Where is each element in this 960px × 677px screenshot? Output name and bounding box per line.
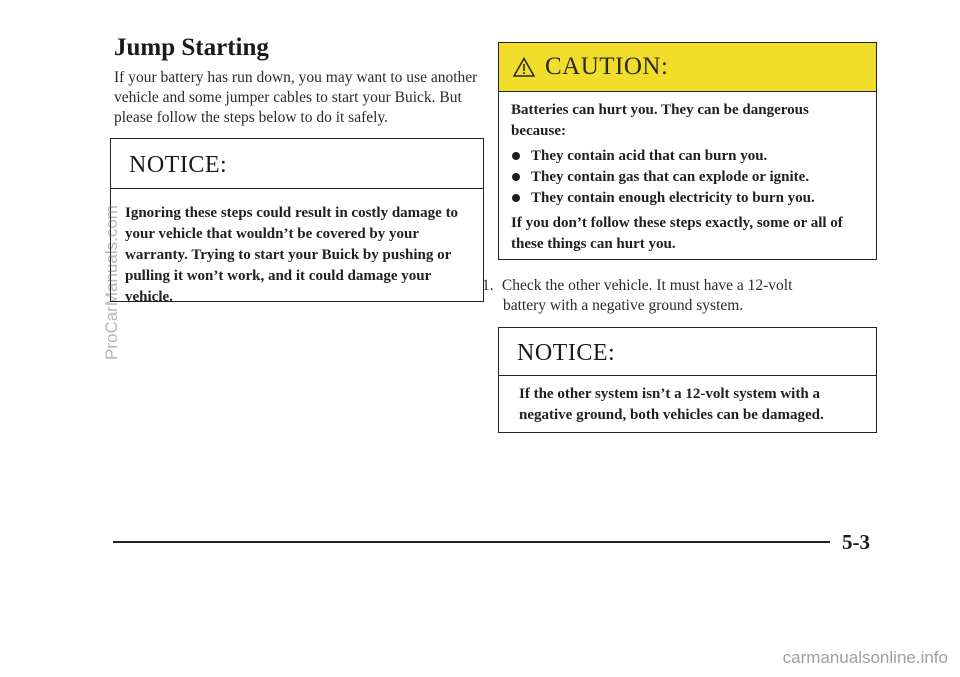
caution-header (499, 43, 876, 92)
notice-heading: NOTICE: (499, 328, 876, 376)
step-1 (482, 276, 862, 316)
bullet-icon (512, 194, 520, 202)
step-number: 1. (482, 277, 494, 294)
watermark: ProCarManuals.com (102, 205, 121, 360)
caution-body (499, 92, 876, 255)
page-number: 5-3 (842, 530, 870, 554)
notice-body: Ignoring these steps could result in costly damage to your vehicle that wouldn’t be covered by your warranty. Trying to start your Buick by pushing or pulling it won’t work, and it could damage your vehicle. (125, 205, 459, 305)
bullet-icon (512, 152, 520, 160)
notice-box-ground (498, 327, 877, 433)
footer-divider (113, 541, 830, 543)
step-text-line-1: Check the other vehicle. It must have a 12-volt (501, 277, 793, 294)
caution-bullet-item: They contain enough electricity to burn you. (511, 188, 862, 209)
caution-bullet-item: They contain acid that can burn you. (511, 146, 862, 167)
bullet-icon (512, 173, 520, 181)
notice-body: If the other system isn’t a 12-volt system with a negative ground, both vehicles can be damaged. (519, 386, 824, 423)
notice-heading: NOTICE: (111, 139, 483, 189)
step-text-line-2: battery with a negative ground system. (503, 297, 744, 314)
caution-heading: CAUTION: (545, 53, 669, 80)
intro-paragraph: If your battery has run down, you may want to use another vehicle and some jumper cables to start your Buick. But please follow the steps below to do it safely. (114, 69, 478, 126)
caution-bullet-item: They contain gas that can explode or ignite. (511, 167, 862, 188)
warning-triangle-icon (513, 57, 535, 77)
source-link[interactable]: carmanualsonline.info (782, 648, 948, 667)
notice-box-damage (110, 138, 484, 305)
caution-bullet-list (511, 146, 862, 209)
caution-closing: If you don’t follow these steps exactly, some or all of these things can hurt you. (511, 215, 843, 252)
caution-intro: Batteries can hurt you. They can be dangerous because: (511, 102, 809, 139)
page-title: Jump Starting (114, 34, 269, 61)
caution-box (498, 42, 877, 260)
